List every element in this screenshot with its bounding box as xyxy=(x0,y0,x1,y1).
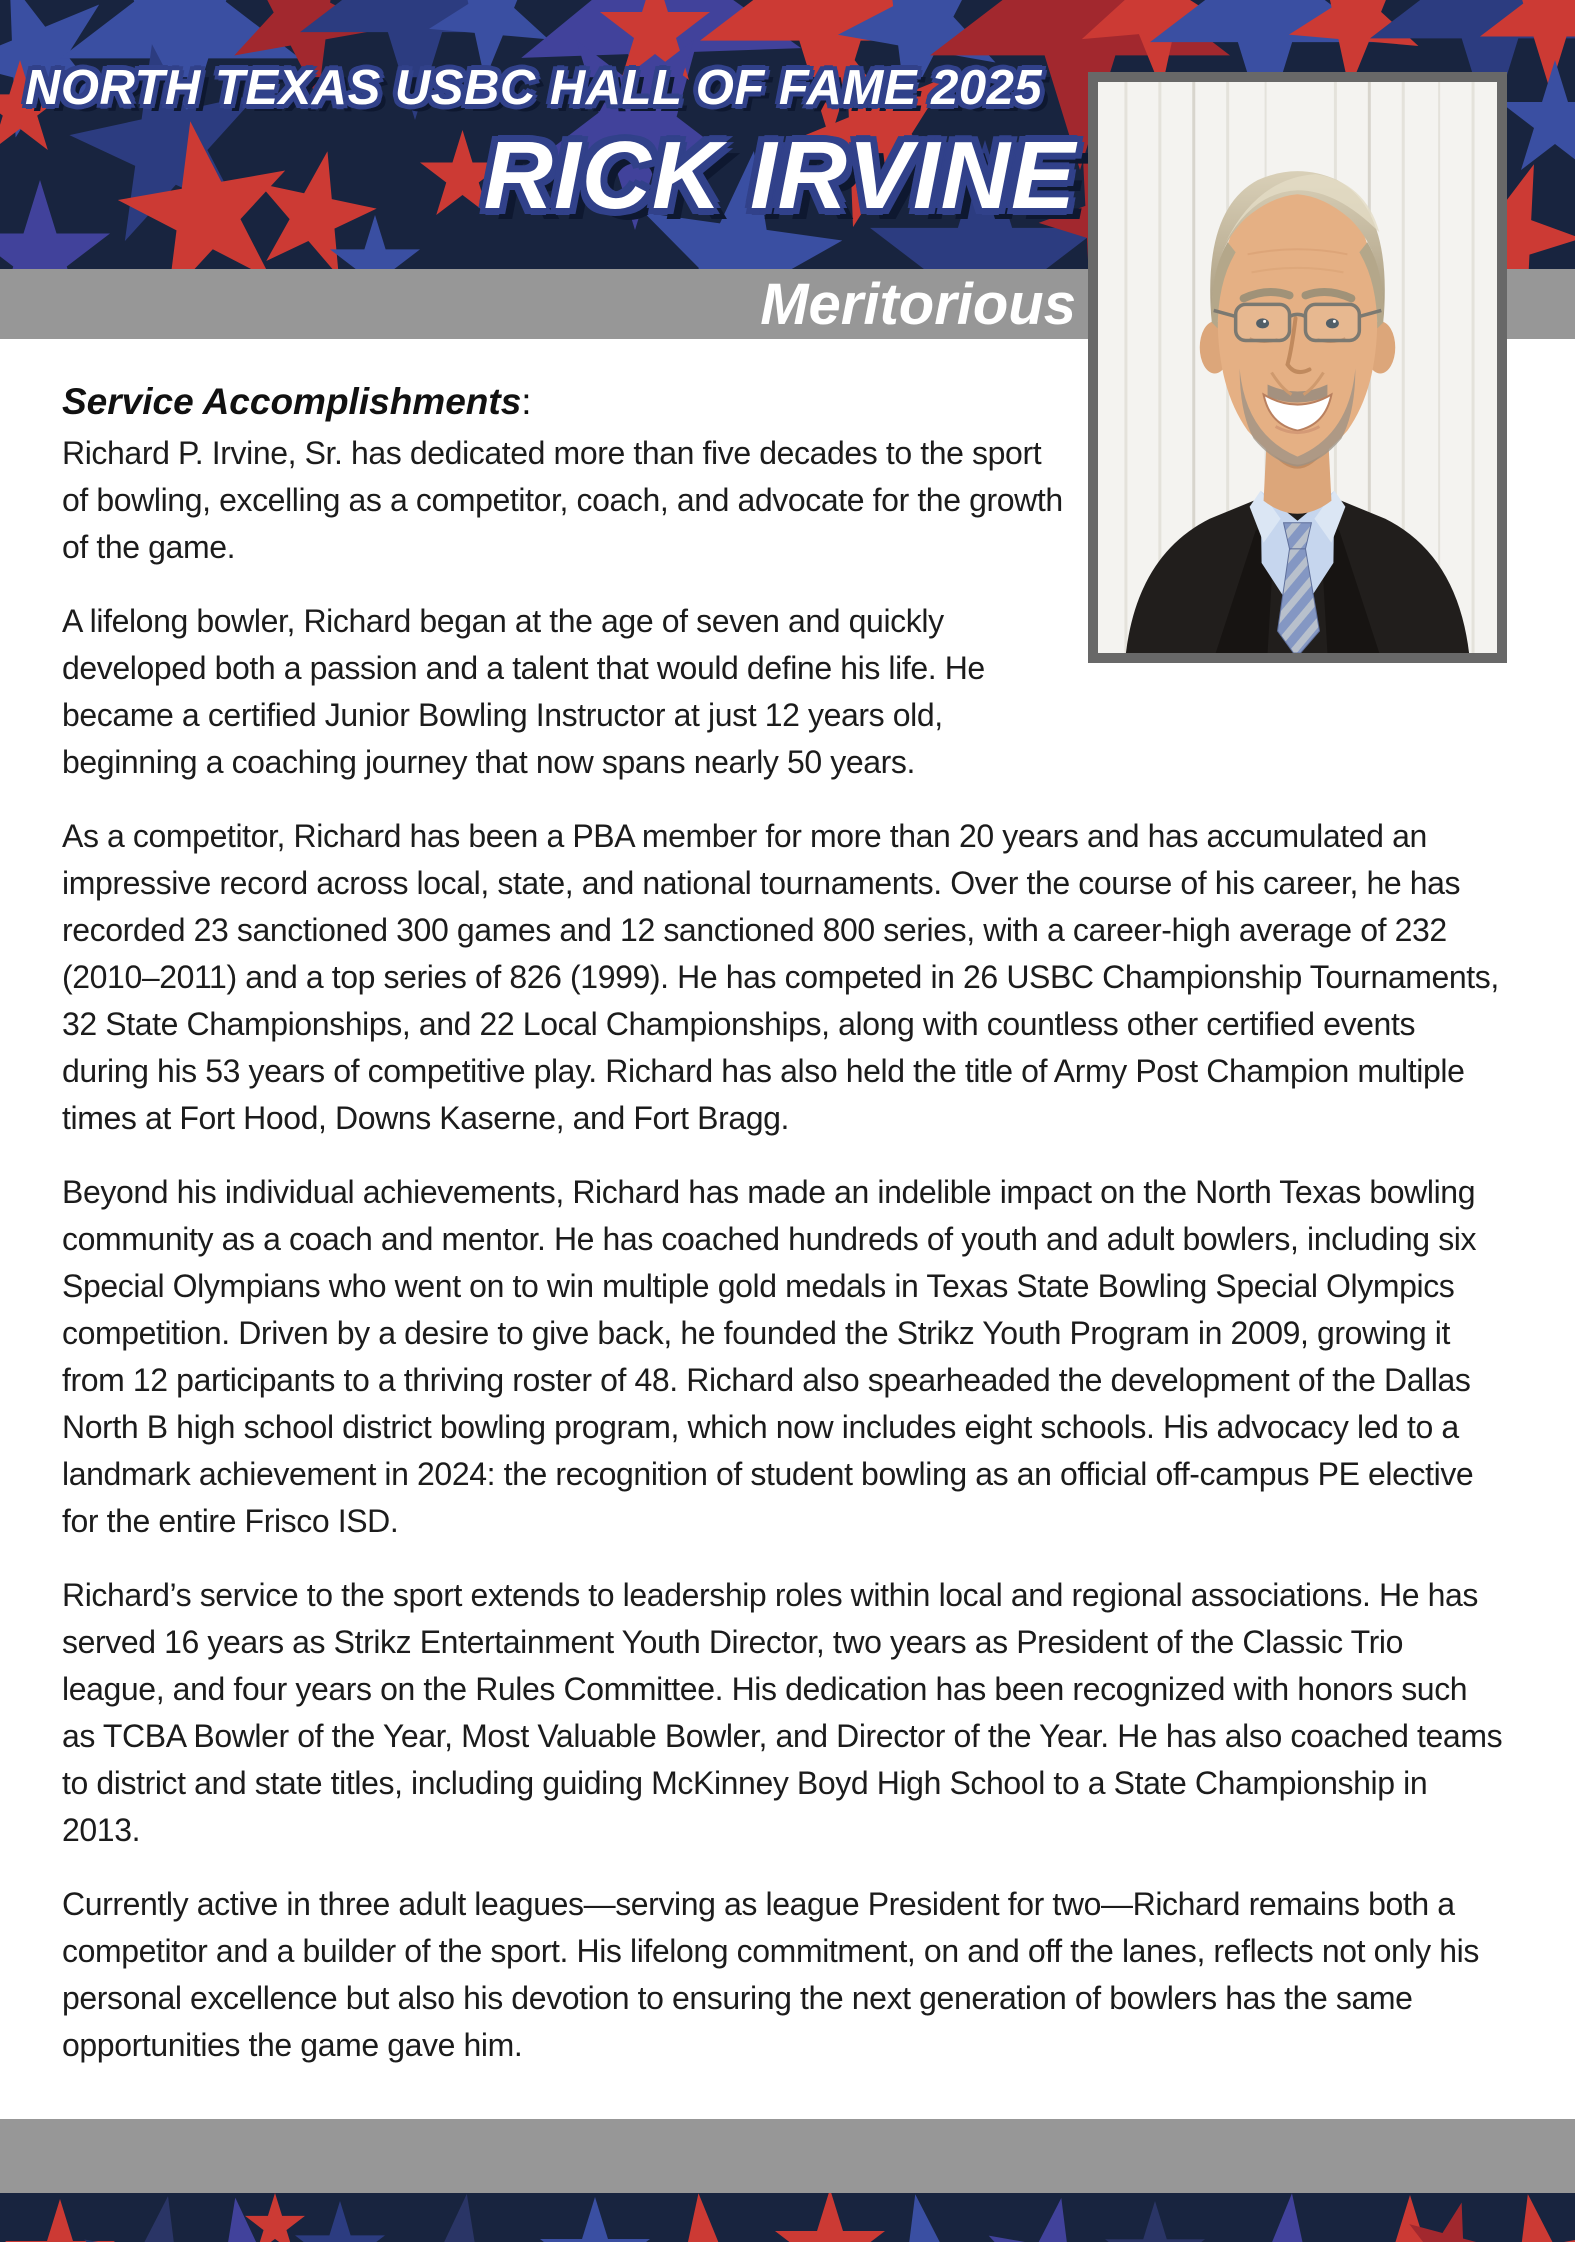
footer-gray-band xyxy=(0,2119,1575,2193)
footer-star-field xyxy=(0,2193,1575,2242)
honoree-photo xyxy=(1088,72,1507,663)
bio-paragraph: A lifelong bowler, Richard began at the age of seven and quickly developed both a passion and a talent that would define his life. He became a certified Junior Bowling Instructor at just 12 years old, beginning a coaching journey that now spans nearly 50 years. xyxy=(62,602,985,780)
paragraphs xyxy=(62,430,1507,2069)
bio-paragraph: Richard P. Irvine, Sr. has dedicated more than five decades to the sport of bowling, excelling as a competitor, coach, and advocate for the growth of the game. xyxy=(62,434,1063,565)
star-icon xyxy=(624,2193,787,2242)
honoree-name: RICK IRVINE xyxy=(483,122,1076,229)
star-icon xyxy=(1459,2193,1575,2242)
star-icon xyxy=(775,2193,885,2242)
bio-paragraph: As a competitor, Richard has been a PBA member for more than 20 years and has accumulated an impressive record across local, state, and national tournaments. Over the course of his career, he has recorded 23 sanctioned 300 games and 12 sanctioned 800 series, with a career-high average of 232 (2010–2011) and a top series of 826 (1999). He has competed in 26 USBC Championship Tournaments, 32 State Championships, and 22 Local Championships, along with countless other certified events during his 53 years of competitive play. Richard has also held the title of Army Post Champion multiple times at Fort Hood, Downs Kaserne, and Fort Bragg. xyxy=(62,817,1499,1136)
bio-paragraph: Beyond his individual achievements, Richard has made an indelible impact on the North Texas bowling community as a coach and mentor. He has coached hundreds of youth and adult bowlers, including six Special Olympians who went on to win multiple gold medals in Texas State Bowling Special Olympics competition. Driven by a desire to give back, he founded the Strikz Youth Program in 2009, growing it from 12 participants to a thriving roster of 48. Richard also spearheaded the development of the Dallas North B high school district bowling program, which now includes eight schools. His advocacy led to a landmark achievement in 2024: the recognition of student bowling as an official off-campus PE elective for the entire Frisco ISD. xyxy=(62,1173,1477,1539)
portrait-illustration xyxy=(1098,82,1497,653)
star-icon xyxy=(245,2193,305,2242)
star-icon xyxy=(68,2193,242,2242)
star-icon xyxy=(295,2201,385,2242)
bio-paragraph: Richard’s service to the sport extends to leadership roles within local and regional associations. He has served 16 years as Strikz Entertainment Youth Director, two years as President of the Classic Trio league, and four years on the Rules Committee. His dedication has been recognized with honors such as TCBA Bowler of the Year, Most Valuable Bowler, and Director of the Year. He has also coached teams to district and state titles, including guiding McKinney Boyd High School to a State Championship in 2013. xyxy=(62,1576,1503,1848)
bio-paragraph: Currently active in three adult leagues—serving as league President for two—Richard remains both a competitor and a builder of the sport. His lifelong commitment, on and off the lanes, reflects not only his personal excellence but also his devotion to ensuring the next generation of bowlers has the same opportunities the game gave him. xyxy=(62,1885,1479,2063)
star-icon xyxy=(359,2193,551,2242)
star-icon xyxy=(540,2197,650,2242)
star-icon xyxy=(5,2199,115,2242)
star-icon xyxy=(1198,2193,1371,2242)
footer-star-band xyxy=(0,2193,1575,2242)
star-icon xyxy=(1105,2201,1205,2242)
star-icon xyxy=(975,2193,1126,2242)
section-heading-text: Service Accomplishments xyxy=(62,381,522,422)
category-label: Meritorious xyxy=(760,272,1076,337)
star-icon xyxy=(1500,60,1575,170)
event-title: NORTH TEXAS USBC HALL OF FAME 2025 xyxy=(25,61,1043,115)
section-heading-colon: : xyxy=(521,381,532,422)
star-icon xyxy=(0,180,110,269)
